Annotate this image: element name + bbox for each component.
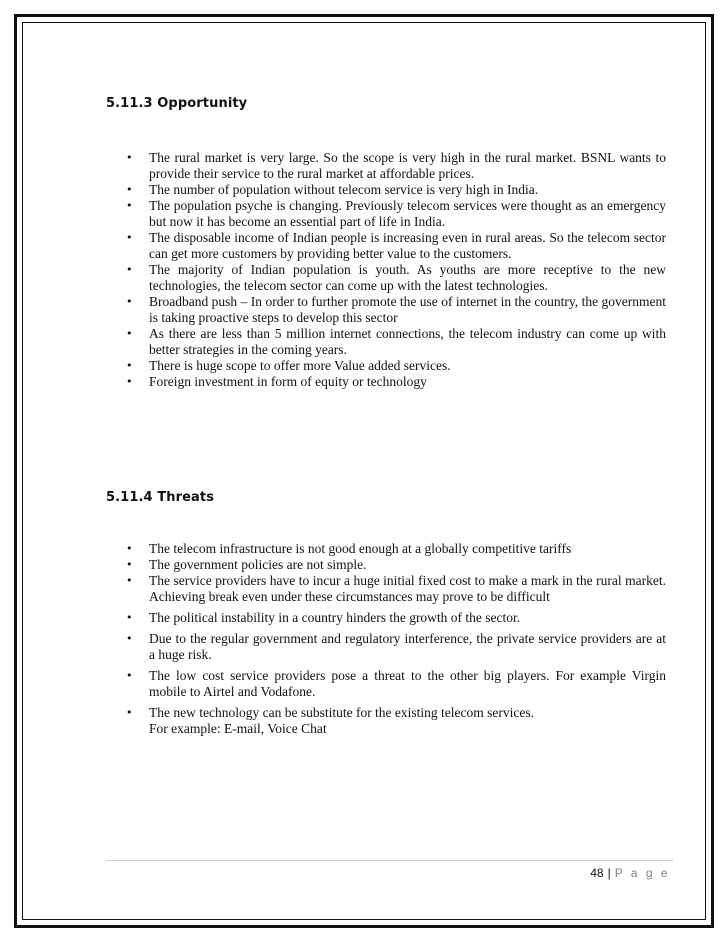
list-item: • The low cost service providers pose a threat to the other big players. For example Virgin mobile to Airtel and Vodafone.	[106, 668, 666, 700]
list-item: • The political instability in a country hinders the growth of the sector.	[106, 610, 666, 626]
list-item: • The rural market is very large. So the scope is very high in the rural market. BSNL wants to provide their service to the rural market at affordable prices.	[106, 150, 666, 182]
list-item: • The disposable income of Indian people is increasing even in rural areas. So the telecom sector can get more customers by providing better value to the customers.	[106, 230, 666, 262]
list-item: • The majority of Indian population is youth. As youths are more receptive to the new technologies, the telecom sector can come up with the latest technologies.	[106, 262, 666, 294]
section-heading-opportunity: 5.11.3 Opportunity	[106, 96, 248, 111]
threats-list	[106, 541, 666, 737]
list-item: • The government policies are not simple.	[106, 557, 666, 573]
opportunity-list	[106, 150, 666, 390]
page-label: P a g e	[614, 866, 670, 880]
list-item: • The service providers have to incur a huge initial fixed cost to make a mark in the rural market. Achieving break even under these circumstances may prove to be difficult	[106, 573, 666, 605]
list-item: • The number of population without telecom service is very high in India.	[106, 182, 666, 198]
page-footer	[590, 866, 670, 880]
section-heading-threats: 5.11.4 Threats	[106, 490, 215, 505]
list-item	[106, 705, 666, 737]
list-item: • The telecom infrastructure is not good enough at a globally competitive tariffs	[106, 541, 666, 557]
list-item: • There is huge scope to offer more Value added services.	[106, 358, 666, 374]
list-item-text: The new technology can be substitute for the existing telecom services.	[149, 705, 535, 720]
list-item: • Foreign investment in form of equity or technology	[106, 374, 666, 390]
example-line: For example: E-mail, Voice Chat	[149, 721, 327, 736]
footer-divider	[106, 860, 673, 861]
list-item: • As there are less than 5 million internet connections, the telecom industry can come up with better strategies in the coming years.	[106, 326, 666, 358]
list-item: • The population psyche is changing. Previously telecom services were thought as an emergency but now it has become an essential part of life in India.	[106, 198, 666, 230]
list-item: • Broadband push – In order to further promote the use of internet in the country, the government is taking proactive steps to develop this sector	[106, 294, 666, 326]
page-number: 48	[590, 866, 604, 880]
list-item: • Due to the regular government and regulatory interference, the private service providers are at a huge risk.	[106, 631, 666, 663]
footer-separator: |	[607, 866, 611, 880]
